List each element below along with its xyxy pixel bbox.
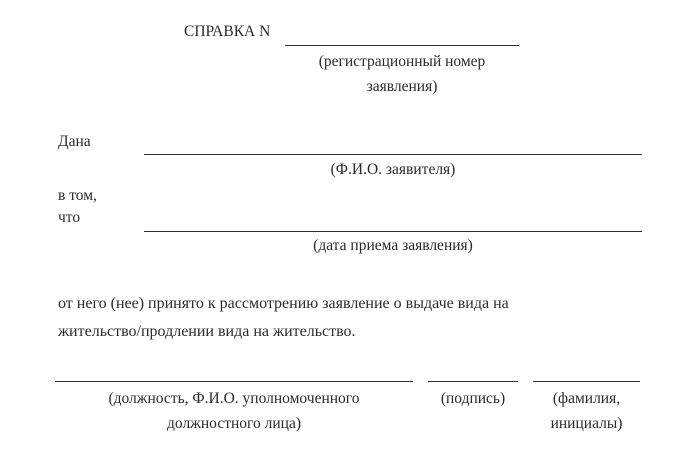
registration-number-line [285,45,519,46]
official-caption [55,386,413,436]
official-caption-line-2: должностного лица) [167,415,301,432]
official-caption-line-1: (должность, Ф.И.О. уполномоченного [108,390,360,407]
name-caption-line-2: инициалы) [550,415,623,432]
that-label-line-1: в том, [58,187,97,204]
signature-caption: (подпись) [440,390,506,407]
issued-label: Дана [58,133,91,150]
application-date-line [144,231,642,232]
body-text [58,290,678,346]
name-initials-line [533,381,640,382]
registration-caption-line-1: (регистрационный номер [318,53,486,70]
body-text-line-1: от него (нее) принято к рассмотрению заявление о выдаче вида на [58,295,509,312]
that-label [58,185,97,229]
registration-number-caption [265,49,539,99]
name-initials-caption [528,386,645,436]
that-label-line-2: что [58,209,81,226]
applicant-name-line [144,154,642,155]
name-caption-line-1: (фамилия, [552,390,621,407]
application-date-caption: (дата приема заявления) [313,237,473,254]
official-line [55,381,413,382]
signature-line [428,381,518,382]
applicant-name-caption: (Ф.И.О. заявителя) [330,161,456,178]
body-text-line-2: жительство/продлении вида на жительство. [58,323,356,340]
registration-caption-line-2: заявления) [366,78,438,95]
certificate-title: СПРАВКА N [184,23,271,40]
